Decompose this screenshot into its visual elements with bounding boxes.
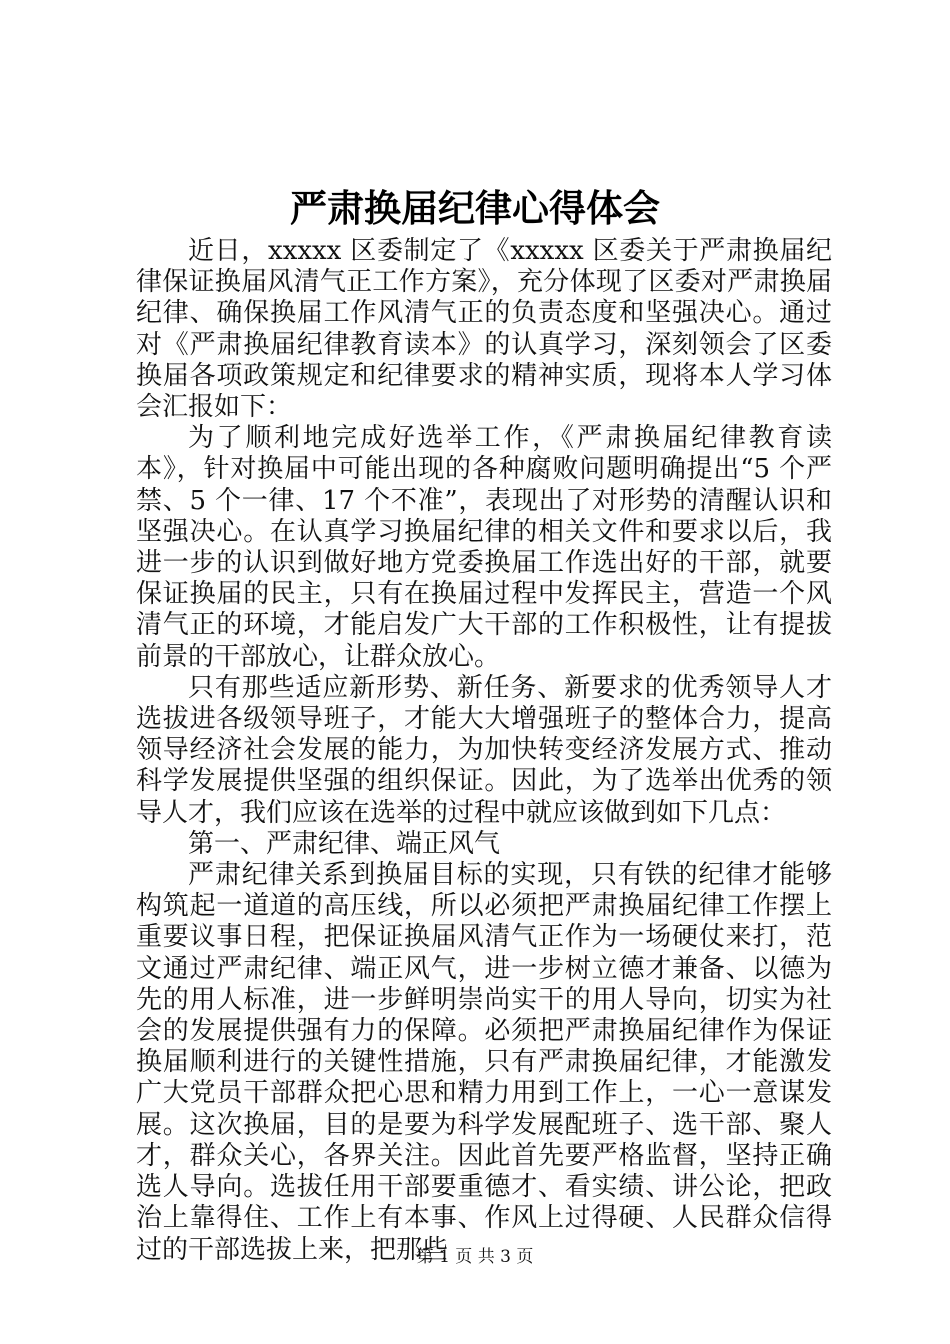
paragraph-5: 严肃纪律关系到换届目标的实现，只有铁的纪律才能够构筑起一道道的高压线，所以必须把严肃换届纪律工作摆上重要议事日程，把保证换届风清气正作为一场硬仗来打，范文通过严肃纪律、端正风气，进一步树立德才兼备、以德为先的用人标准，进一步鲜明崇尚实干的用人导向，切实为社会的发展提供强有力的保障。必须把严肃换届纪律作为保证换届顺利进行的关键性措施，只有严肃换届纪律，才能激发广大党员干部群众把心思和精力用到工作上，一心一意谋发展。这次换届，目的是要为科学发展配班子、选干部、聚人才，群众关心，各界关注。因此首先要严格监督，坚持正确选人导向。选拔任用干部要重德才、看实绩、讲公论，把政治上靠得住、工作上有本事、作风上过得硬、人民群众信得过的干部选拔上来，把那些 [136,860,832,1265]
section-heading-1: 第一、严肃纪律、端正风气 [188,828,501,859]
paragraph-2: 为了顺利地完成好选举工作，《严肃换届纪律教育读本》，针对换届中可能出现的各种腐败问题明确提出“5 个严禁、5 个一律、17 个不准”，表现出了对形势的清醒认识和坚强决心。在认真学习换届纪律的相关文件和要求以后，我进一步的认识到做好地方党委换届工作选出好的干部，就要保证换届的民主，只有在换届过程中发挥民主，营造一个风清气正的环境，才能启发广大干部的工作积极性，让有提拔前景的干部放心，让群众放心。 [136,423,832,672]
paragraph-3: 只有那些适应新形势、新任务、新要求的优秀领导人才选拔进各级领导班子，才能大大增强班子的整体合力，提高领导经济社会发展的能力，为加快转变经济发展方式、推动科学发展提供坚强的组织保证。因此，为了选举出优秀的领导人才，我们应该在选举的过程中就应该做到如下几点： [136,672,832,828]
document-title: 严肃换届纪律心得体会 [290,186,660,230]
page-footer: 第 1 页 共 3 页 [416,1247,534,1267]
paragraph-intro: 近日，xxxxx 区委制定了《xxxxx 区委关于严肃换届纪律保证换届风清气正工作方案》，充分体现了区委对严肃换届纪律、确保换届工作风清气正的负责态度和坚强决心。通过对《严肃换届纪律教育读本》的认真学习，深刻领会了区委换届各项政策规定和纪律要求的精神实质，现将本人学习体会汇报如下： [136,236,832,423]
document-body [136,236,832,1266]
